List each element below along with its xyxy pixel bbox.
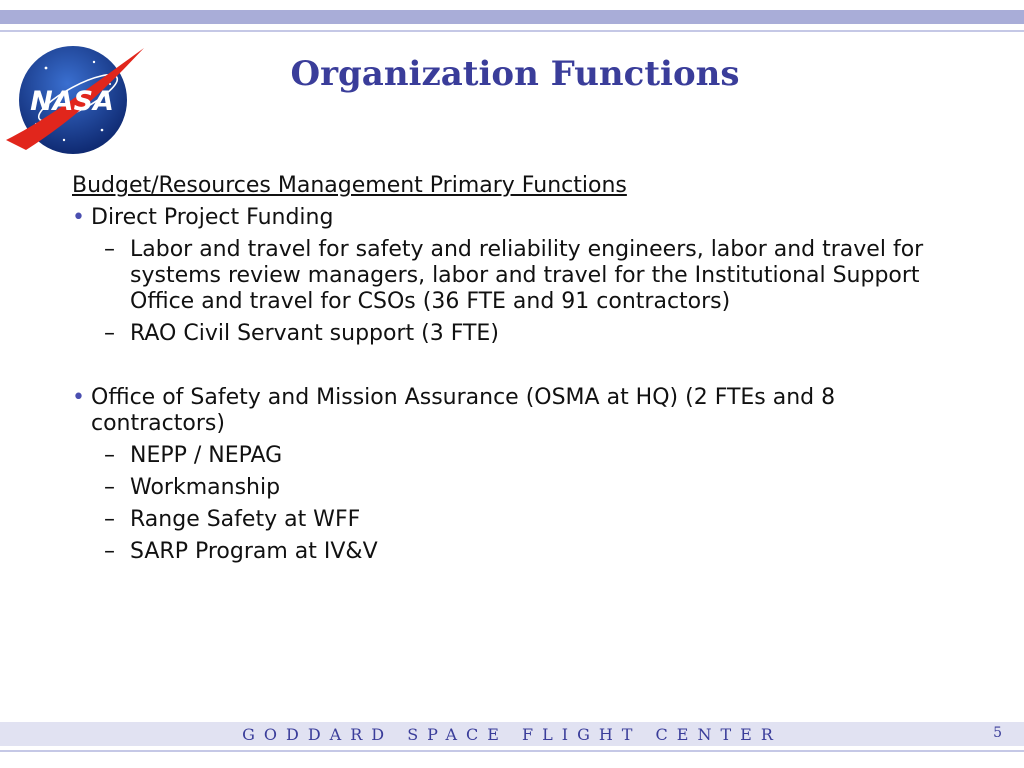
- bullet-osma: [72, 385, 972, 437]
- footer-divider: [0, 750, 1024, 752]
- top-header-band: [0, 10, 1024, 24]
- slide-title: Organization Functions: [290, 54, 740, 94]
- subitem-rao-support: [72, 321, 950, 347]
- bullet-text: Direct Project Funding: [91, 205, 334, 230]
- sub-marker: –: [104, 443, 115, 468]
- bullet-text: Office of Safety and Mission Assurance (OSMA at HQ) (2 FTEs and 8 contractors): [91, 385, 836, 436]
- subitem-labor-travel: [72, 237, 950, 315]
- subitem-text: Workmanship: [130, 475, 281, 500]
- subitem-text: Range Safety at WFF: [130, 507, 361, 532]
- section-heading: Budget/Resources Management Primary Functions: [72, 173, 627, 198]
- sub-marker: –: [104, 321, 115, 346]
- sub-marker: –: [104, 539, 115, 564]
- sub-marker: –: [104, 507, 115, 532]
- subitem-workmanship: [72, 475, 950, 501]
- spacer: [72, 353, 972, 385]
- subitem-nepp: [72, 443, 950, 469]
- page-number: 5: [993, 725, 1002, 741]
- subitem-text: RAO Civil Servant support (3 FTE): [130, 321, 499, 346]
- top-divider: [0, 30, 1024, 32]
- subitem-range-safety: [72, 507, 950, 533]
- bullet-direct-project-funding: [72, 205, 972, 231]
- svg-text:NASA: NASA: [30, 86, 114, 117]
- sub-marker: –: [104, 475, 115, 500]
- subitem-text: SARP Program at IV&V: [130, 539, 378, 564]
- subitem-text: NEPP / NEPAG: [130, 443, 283, 468]
- subitem-sarp-program: [72, 539, 950, 565]
- bullet-marker: •: [72, 205, 85, 230]
- slide-content: [72, 173, 972, 571]
- bullet-marker: •: [72, 385, 85, 410]
- footer-org-name: GODDARD SPACE FLIGHT CENTER: [242, 725, 782, 744]
- sub-marker: –: [104, 237, 115, 262]
- subitem-text: Labor and travel for safety and reliability engineers, labor and travel for systems review managers, labor and travel for the Institutional Support Office and travel for CSOs (36 FTE and 91 contractors): [130, 237, 924, 314]
